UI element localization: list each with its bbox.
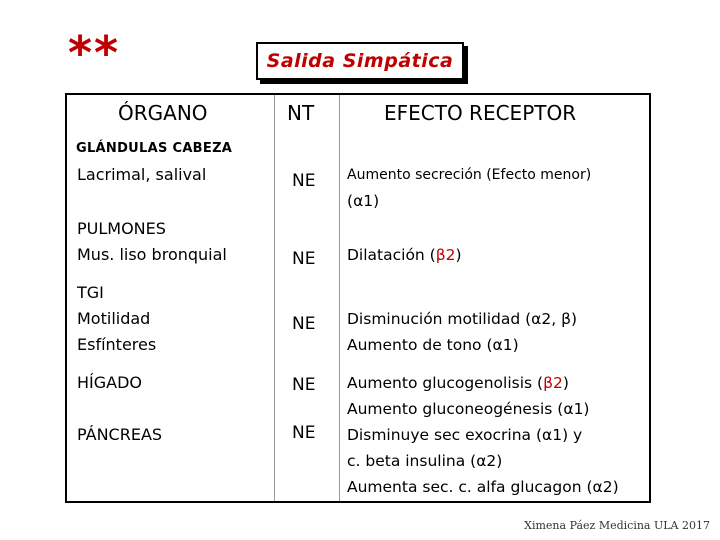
nt-glandulas: NE: [292, 171, 316, 191]
effect-pancreas-line3: Aumenta sec. c. alfa glucagon (α2): [347, 478, 619, 496]
nt-higado: NE: [292, 375, 316, 395]
effect-tgi-line1: Disminución motilidad (α2, β): [347, 310, 578, 328]
author-credit: Ximena Páez Medicina ULA 2017: [524, 519, 710, 532]
organ-motilidad: Motilidad: [77, 309, 151, 328]
organ-pulmones: PULMONES: [77, 219, 166, 238]
nt-pancreas: NE: [292, 423, 316, 443]
effect-higado-line1: Aumento glucogenolisis (β2): [347, 374, 569, 392]
receptor-beta2-highlight: β2: [435, 246, 456, 264]
effect-pancreas-line2: c. beta insulina (α2): [347, 452, 503, 470]
organ-tgi: TGI: [77, 283, 104, 302]
effect-glandulas-line2: (α1): [347, 192, 380, 210]
receptor-alpha1: α1: [353, 192, 374, 210]
section-label-glandulas: GLÁNDULAS CABEZA: [76, 141, 233, 156]
effect-tgi-line2: Aumento de tono (α1): [347, 336, 519, 354]
nt-pulmones: NE: [292, 249, 316, 269]
organ-higado: HÍGADO: [77, 373, 143, 392]
column-header-effect: EFECTO RECEPTOR: [384, 101, 577, 125]
organ-pancreas: PÁNCREAS: [77, 425, 163, 444]
organ-esfinteres: Esfínteres: [77, 335, 157, 354]
column-header-nt: NT: [287, 101, 315, 125]
double-asterisk-marker: **: [68, 26, 121, 80]
effect-higado-line2: Aumento gluconeogénesis (α1): [347, 400, 590, 418]
nt-tgi: NE: [292, 314, 316, 334]
page-title: Salida Simpática: [266, 50, 454, 72]
effect-pulmones: Dilatación (β2): [347, 246, 462, 264]
organ-lacrimal-salival: Lacrimal, salival: [77, 165, 207, 184]
receptor-beta2-highlight: β2: [543, 374, 563, 392]
title-box: [256, 42, 464, 80]
effect-pancreas-line1: Disminuye sec exocrina (α1) y: [347, 426, 583, 444]
column-header-organ: ÓRGANO: [118, 101, 208, 125]
effect-glandulas-line1: Aumento secreción (Efecto menor): [347, 167, 592, 183]
column-divider-nt-effect: [339, 95, 340, 501]
organ-musculo-liso-bronquial: Mus. liso bronquial: [77, 245, 227, 264]
column-divider-organ-nt: [274, 95, 275, 501]
